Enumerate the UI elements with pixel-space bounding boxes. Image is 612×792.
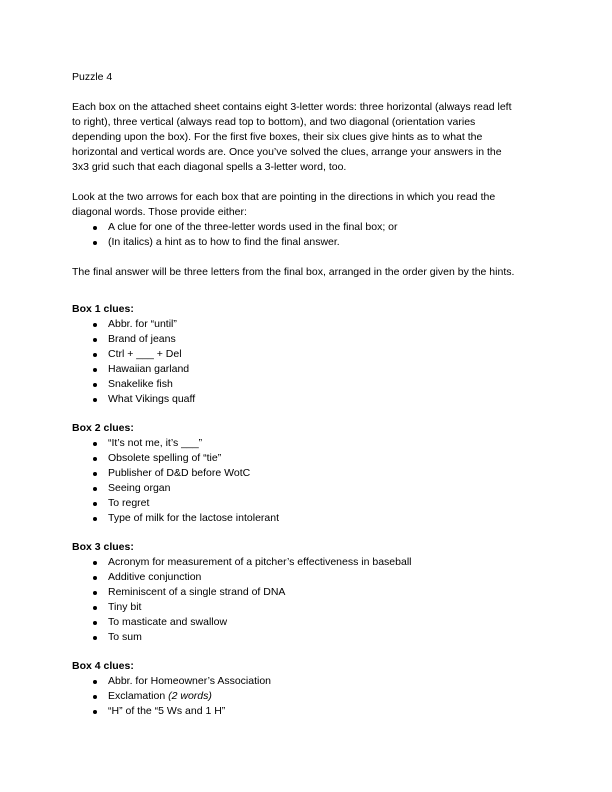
box-clues-section bbox=[72, 540, 540, 645]
arrows-bullet-list bbox=[72, 220, 540, 250]
bullet-dot-icon bbox=[93, 241, 97, 245]
bullet-text: Reminiscent of a single strand of DNA bbox=[108, 586, 286, 598]
paragraph-line: 3x3 grid such that each diagonal spells a 3-letter word, too. bbox=[72, 161, 347, 173]
bullet-dot-icon bbox=[93, 226, 97, 230]
bullet-item bbox=[72, 317, 540, 332]
bullet-text: Exclamation (2 words) bbox=[108, 690, 212, 702]
bullet-text: Publisher of D&D before WotC bbox=[108, 467, 251, 479]
bullet-item bbox=[72, 347, 540, 362]
box-bullet-list bbox=[72, 674, 540, 719]
bullet-text: “H” of the “5 Ws and 1 H” bbox=[108, 705, 226, 717]
bullet-dot-icon bbox=[93, 710, 97, 714]
bullet-dot-icon bbox=[93, 591, 97, 595]
bullet-dot-icon bbox=[93, 606, 97, 610]
bullet-text: Acronym for measurement of a pitcher’s effectiveness in baseball bbox=[108, 556, 412, 568]
bullet-dot-icon bbox=[93, 368, 97, 372]
puzzle-title: Puzzle 4 bbox=[72, 71, 113, 83]
bullet-dot-icon bbox=[93, 576, 97, 580]
bullet-item bbox=[72, 436, 540, 451]
paragraph-line: Look at the two arrows for each box that are pointing in the directions in which you read the bbox=[72, 191, 496, 203]
bullet-item bbox=[72, 481, 540, 496]
bullet-dot-icon bbox=[93, 383, 97, 387]
bullet-text: Type of milk for the lactose intolerant bbox=[108, 512, 279, 524]
bullet-dot-icon bbox=[93, 398, 97, 402]
bullet-item bbox=[72, 220, 540, 235]
bullet-item bbox=[72, 332, 540, 347]
bullet-dot-icon bbox=[93, 323, 97, 327]
bullet-text: Obsolete spelling of “tie” bbox=[108, 452, 222, 464]
bullet-dot-icon bbox=[93, 457, 97, 461]
box-bullet-list bbox=[72, 436, 540, 526]
bullet-item bbox=[72, 451, 540, 466]
bullet-text: Abbr. for “until” bbox=[108, 318, 177, 330]
box-clues-section bbox=[72, 659, 540, 719]
bullet-text: Ctrl + ___ + Del bbox=[108, 348, 182, 360]
bullet-item bbox=[72, 362, 540, 377]
bullet-dot-icon bbox=[93, 517, 97, 521]
box-clues-heading: Box 1 clues: bbox=[72, 303, 134, 315]
bullet-item bbox=[72, 585, 540, 600]
arrows-paragraph bbox=[72, 190, 540, 220]
paragraph-line: diagonal words. Those provide either: bbox=[72, 206, 247, 218]
bullet-text: To regret bbox=[108, 497, 150, 509]
box-clues-section bbox=[72, 421, 540, 526]
bullet-item bbox=[72, 511, 540, 526]
bullet-dot-icon bbox=[93, 680, 97, 684]
bullet-dot-icon bbox=[93, 502, 97, 506]
bullet-text: Brand of jeans bbox=[108, 333, 176, 345]
paragraph-line: depending upon the box). For the first five boxes, their six clues give hints as to what the bbox=[72, 131, 483, 143]
bullet-dot-icon bbox=[93, 472, 97, 476]
bullet-dot-icon bbox=[93, 487, 97, 491]
box-clues-heading: Box 4 clues: bbox=[72, 660, 134, 672]
box-clues-heading: Box 2 clues: bbox=[72, 422, 134, 434]
bullet-text: A clue for one of the three-letter words used in the final box; or bbox=[108, 221, 398, 233]
bullet-item bbox=[72, 630, 540, 645]
bullet-text: Seeing organ bbox=[108, 482, 171, 494]
bullet-item bbox=[72, 570, 540, 585]
bullet-item bbox=[72, 377, 540, 392]
box-clue-sections bbox=[72, 302, 540, 719]
bullet-text: “It’s not me, it’s ___” bbox=[108, 437, 203, 449]
bullet-item bbox=[72, 600, 540, 615]
bullet-text: Tiny bit bbox=[108, 601, 142, 613]
bullet-text: To masticate and swallow bbox=[108, 616, 228, 628]
bullet-dot-icon bbox=[93, 561, 97, 565]
bullet-dot-icon bbox=[93, 338, 97, 342]
bullet-text: Additive conjunction bbox=[108, 571, 202, 583]
paragraph-line: Each box on the attached sheet contains eight 3-letter words: three horizontal (always read left bbox=[72, 101, 512, 113]
bullet-item bbox=[72, 392, 540, 407]
bullet-item bbox=[72, 496, 540, 511]
bullet-dot-icon bbox=[93, 353, 97, 357]
bullet-text: Snakelike fish bbox=[108, 378, 173, 390]
final-answer-line: The final answer will be three letters from the final box, arranged in the order given by the hints. bbox=[72, 266, 515, 278]
bullet-text: (In italics) a hint as to how to find the final answer. bbox=[108, 236, 340, 248]
intro-paragraph bbox=[72, 100, 540, 175]
box-bullet-list bbox=[72, 555, 540, 645]
bullet-dot-icon bbox=[93, 442, 97, 446]
bullet-text: What Vikings quaff bbox=[108, 393, 196, 405]
bullet-dot-icon bbox=[93, 695, 97, 699]
box-bullet-list bbox=[72, 317, 540, 407]
paragraph-line: to right), three vertical (always read top to bottom), and two diagonal (orientation varies bbox=[72, 116, 476, 128]
bullet-item bbox=[72, 615, 540, 630]
bullet-text: Abbr. for Homeowner’s Association bbox=[108, 675, 272, 687]
paragraph-line: horizontal and vertical words are. Once you’ve solved the clues, arrange your answers in the bbox=[72, 146, 502, 158]
box-clues-section bbox=[72, 302, 540, 407]
box-clues-heading: Box 3 clues: bbox=[72, 541, 134, 553]
bullet-text: To sum bbox=[108, 631, 142, 643]
bullet-dot-icon bbox=[93, 621, 97, 625]
bullet-dot-icon bbox=[93, 636, 97, 640]
bullet-item bbox=[72, 555, 540, 570]
bullet-text: Hawaiian garland bbox=[108, 363, 190, 375]
bullet-item bbox=[72, 674, 540, 689]
bullet-item bbox=[72, 704, 540, 719]
bullet-item bbox=[72, 466, 540, 481]
bullet-item bbox=[72, 689, 540, 704]
bullet-item bbox=[72, 235, 540, 250]
